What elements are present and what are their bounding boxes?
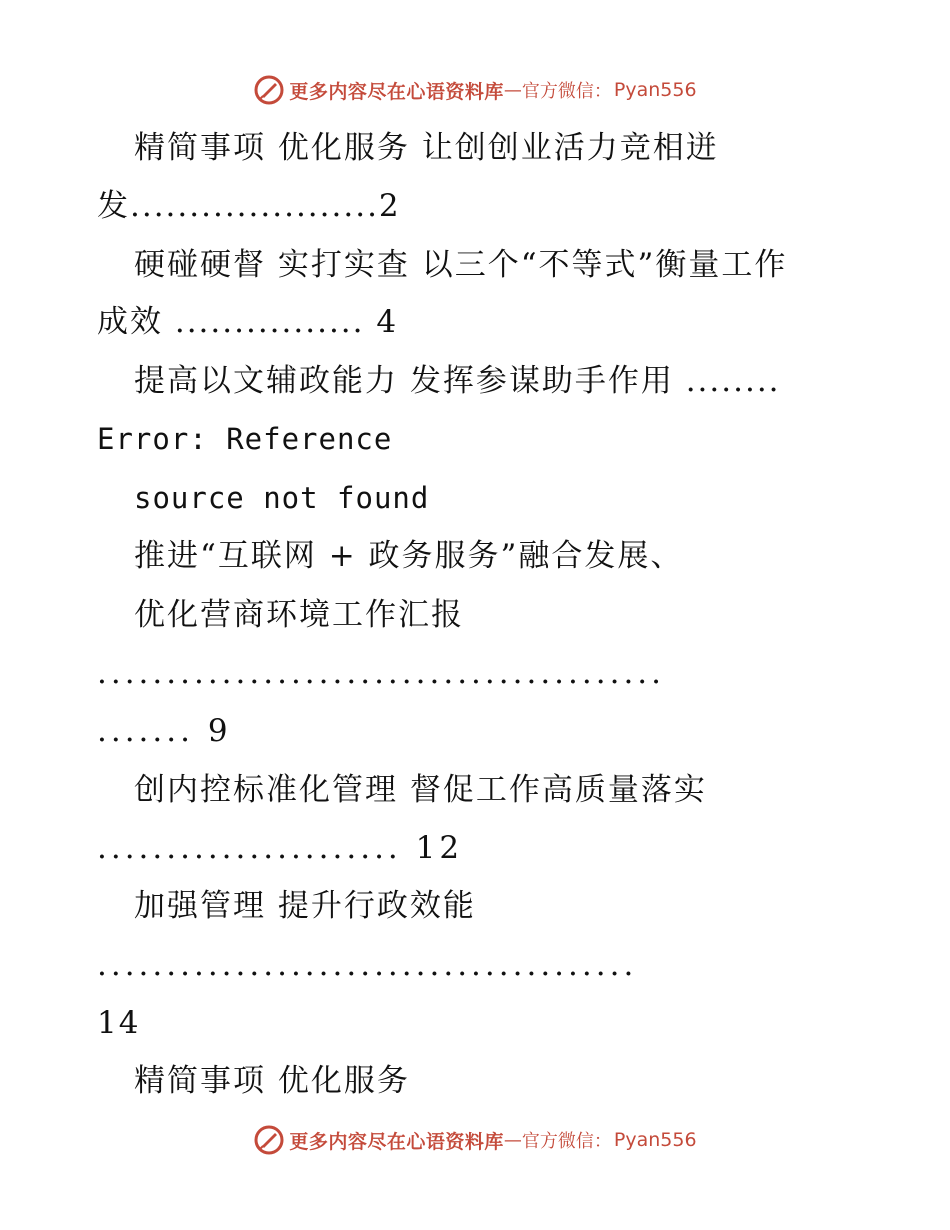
watermark-banner-top xyxy=(0,70,950,110)
toc-line-4: 成效 ................ 4 xyxy=(97,304,399,340)
banner-wechat-id: Pyan556 xyxy=(613,1129,697,1151)
toc-line-10: ......................................... xyxy=(97,655,666,691)
toc-line-2: 发.....................2 xyxy=(97,188,401,224)
toc-line-15: ....................................... xyxy=(97,947,638,983)
toc-line-3: 硬碰硬督 实打实查 以三个“不等式”衡量工作 xyxy=(134,247,788,283)
banner-dash: — xyxy=(503,79,522,101)
toc-line-7: source not found xyxy=(134,481,430,515)
banner-right-text: 官方微信： xyxy=(521,1131,612,1152)
banner-right-text: 官方微信： xyxy=(521,81,612,102)
toc-line-16: 14 xyxy=(97,1005,141,1041)
toc-line-1: 精简事项 优化服务 让创创业活力竞相迸 xyxy=(134,130,719,166)
toc-line-6: Error: Reference xyxy=(97,422,393,456)
toc-line-17: 精简事项 优化服务 xyxy=(134,1063,410,1099)
toc-line-14: 加强管理 提升行政效能 xyxy=(134,888,476,924)
banner-left-text: 更多内容尽在心语资料库 xyxy=(289,80,504,103)
toc-line-5: 提高以文辅政能力 发挥参谋助手作用 ........ xyxy=(134,363,781,399)
toc-line-9: 优化营商环境工作汇报 xyxy=(134,597,464,633)
quill-logo-icon xyxy=(253,1124,285,1156)
quill-logo-icon xyxy=(253,74,285,106)
banner-dash: — xyxy=(503,1129,522,1151)
toc-line-13: ...................... 12 xyxy=(97,830,464,866)
banner-wechat-id: Pyan556 xyxy=(613,79,697,101)
toc-line-12: 创内控标准化管理 督促工作高质量落实 xyxy=(134,772,707,808)
watermark-banner-bottom xyxy=(0,1120,950,1160)
banner-left-text: 更多内容尽在心语资料库 xyxy=(289,1130,504,1153)
toc-line-11: ....... 9 xyxy=(97,713,232,749)
toc-line-8: 推进“互联网 + 政务服务”融合发展、 xyxy=(134,538,684,574)
